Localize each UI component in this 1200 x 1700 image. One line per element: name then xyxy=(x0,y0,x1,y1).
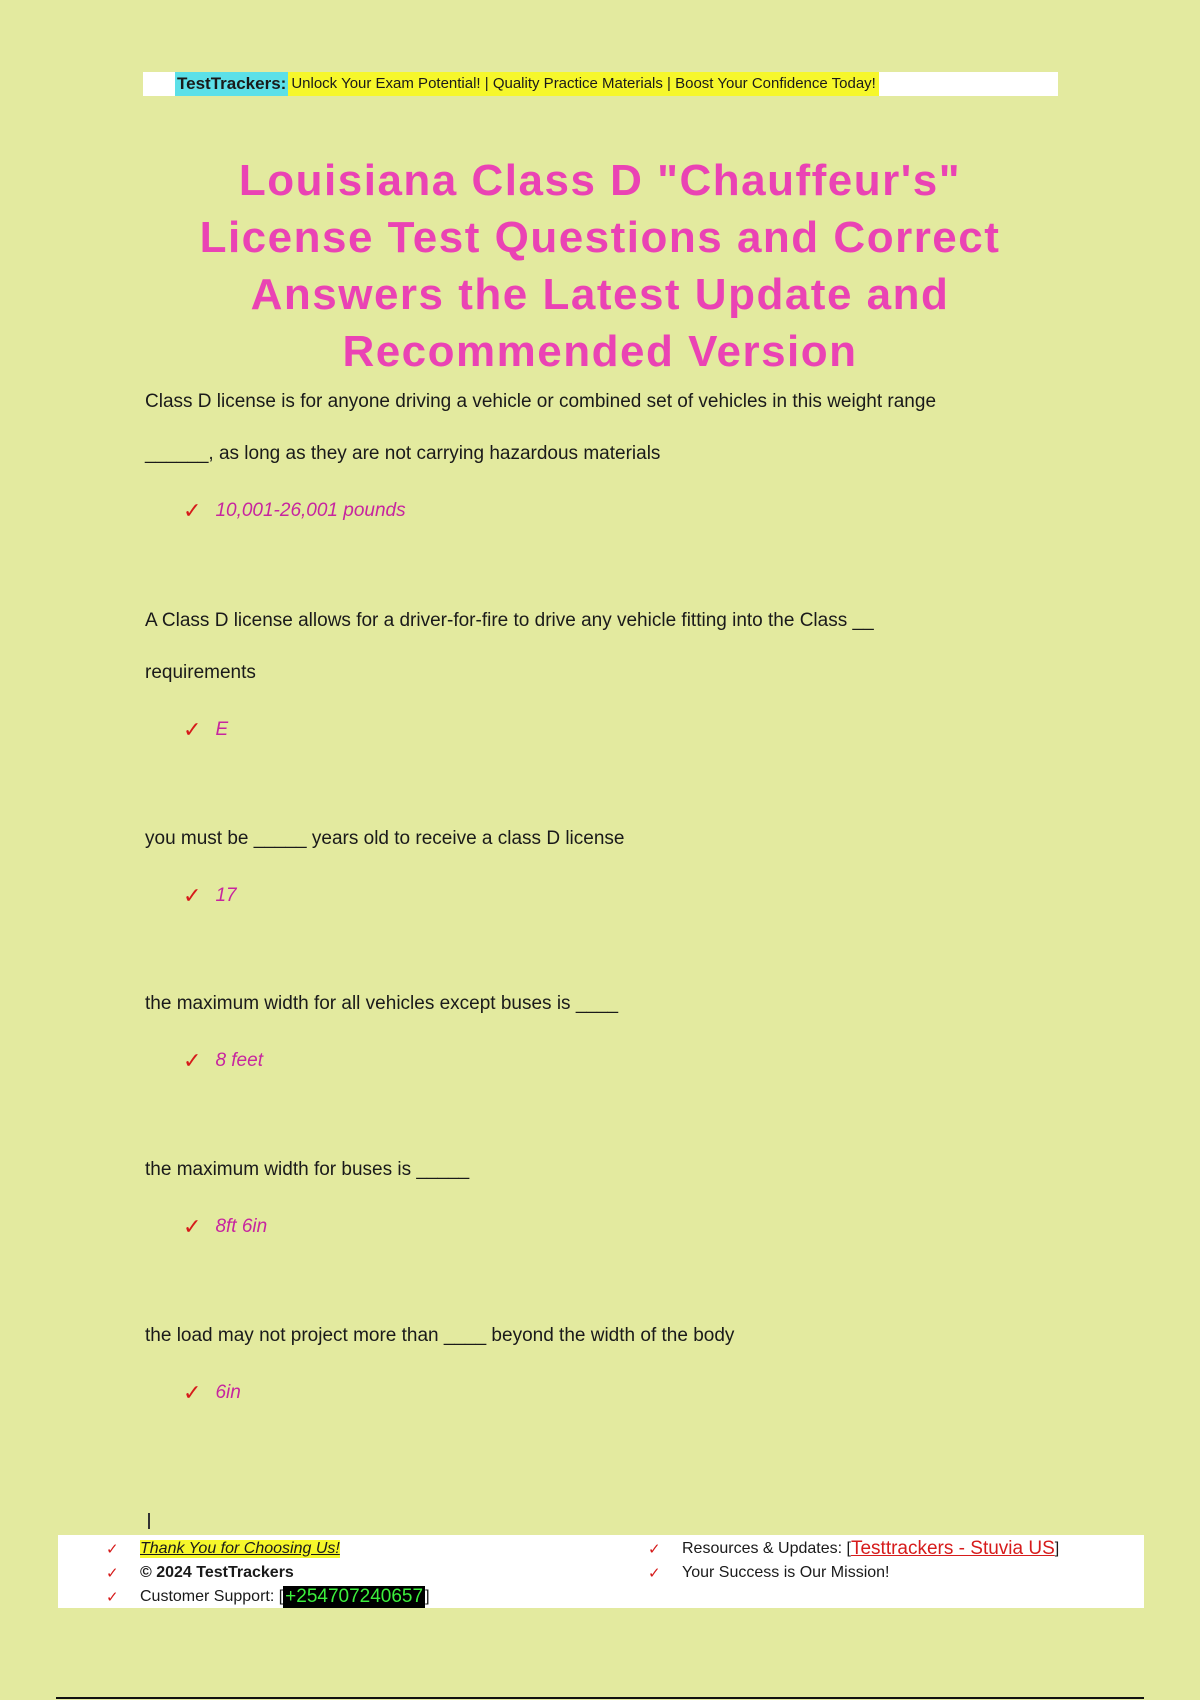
qa-item xyxy=(145,1144,1065,1240)
checkmark-icon: ✓ xyxy=(648,1565,661,1582)
footer-left-column xyxy=(106,1537,430,1609)
answer-text: 10,001-26,001 pounds xyxy=(215,500,406,521)
qa-item xyxy=(145,376,1065,524)
answer-row xyxy=(145,1048,1065,1074)
title-line: Recommended Version xyxy=(342,327,858,376)
qa-item xyxy=(145,978,1065,1074)
support-label: Customer Support: [ xyxy=(140,1588,284,1605)
qa-item xyxy=(145,595,1065,743)
resources-link[interactable]: Testtrackers - Stuvia US xyxy=(850,1538,1055,1559)
footer-support-row xyxy=(106,1585,430,1609)
header-tagline: Unlock Your Exam Potential! | Quality Practice Materials | Boost Your Confidence Today! xyxy=(288,72,879,96)
qa-item xyxy=(145,1310,1065,1406)
footer-copyright-row xyxy=(106,1561,430,1585)
header-banner xyxy=(143,72,1058,96)
footer-resources-row xyxy=(648,1537,1059,1561)
answer-text: 17 xyxy=(215,885,237,906)
resources-bracket: ] xyxy=(1054,1540,1060,1557)
copyright-text: © 2024 TestTrackers xyxy=(140,1564,294,1581)
checkmark-icon: ✓ xyxy=(183,717,202,742)
footer-box xyxy=(58,1535,1144,1608)
footer-mission-row xyxy=(648,1561,1059,1585)
question-text: Class D license is for anyone driving a vehicle or combined set of vehicles in this weight range ______, as long as they are not carrying hazardous materials xyxy=(145,391,937,464)
support-phone[interactable]: +254707240657 xyxy=(285,1586,424,1607)
answer-row xyxy=(145,1214,1065,1240)
checkmark-icon: ✓ xyxy=(106,1565,119,1582)
document-title xyxy=(150,152,1050,380)
checkmark-icon: ✓ xyxy=(183,1048,202,1073)
answer-text: 8ft 6in xyxy=(215,1216,268,1237)
question-text: A Class D license allows for a driver-for-fire to drive any vehicle fitting into the Class __ requirements xyxy=(145,610,874,683)
footer-right-column xyxy=(648,1537,1059,1585)
question-text: the maximum width for all vehicles except buses is ____ xyxy=(145,993,619,1014)
answer-text: 6in xyxy=(215,1382,241,1403)
checkmark-icon: ✓ xyxy=(183,1214,202,1239)
support-bracket: ] xyxy=(425,1588,430,1605)
checkmark-icon: ✓ xyxy=(183,883,202,908)
qa-item xyxy=(145,813,1065,909)
title-line: License Test Questions and Correct xyxy=(199,213,1001,262)
question-text: the maximum width for buses is _____ xyxy=(145,1159,470,1180)
answer-row xyxy=(145,498,1065,524)
title-line: Louisiana Class D "Chauffeur's" xyxy=(238,156,962,205)
text-cursor xyxy=(148,1513,150,1529)
footer-thanks-row xyxy=(106,1537,430,1561)
answer-row xyxy=(145,883,1065,909)
question-text: the load may not project more than ____ beyond the width of the body xyxy=(145,1325,735,1346)
title-line: Answers the Latest Update and xyxy=(250,270,950,319)
answer-text: E xyxy=(215,719,229,740)
page-divider xyxy=(56,1697,1144,1699)
checkmark-icon: ✓ xyxy=(183,498,202,523)
checkmark-icon: ✓ xyxy=(106,1589,119,1606)
checkmark-icon: ✓ xyxy=(183,1380,202,1405)
resources-label: Resources & Updates: [ xyxy=(682,1540,851,1557)
checkmark-icon: ✓ xyxy=(106,1541,119,1558)
answer-row xyxy=(145,1380,1065,1406)
question-text: you must be _____ years old to receive a class D license xyxy=(145,828,625,849)
answer-row xyxy=(145,717,1065,743)
checkmark-icon: ✓ xyxy=(648,1541,661,1558)
answer-text: 8 feet xyxy=(215,1050,263,1071)
brand-name: TestTrackers: xyxy=(175,72,288,96)
mission-text: Your Success is Our Mission! xyxy=(682,1564,890,1581)
thanks-link[interactable]: Thank You for Choosing Us! xyxy=(140,1540,340,1557)
